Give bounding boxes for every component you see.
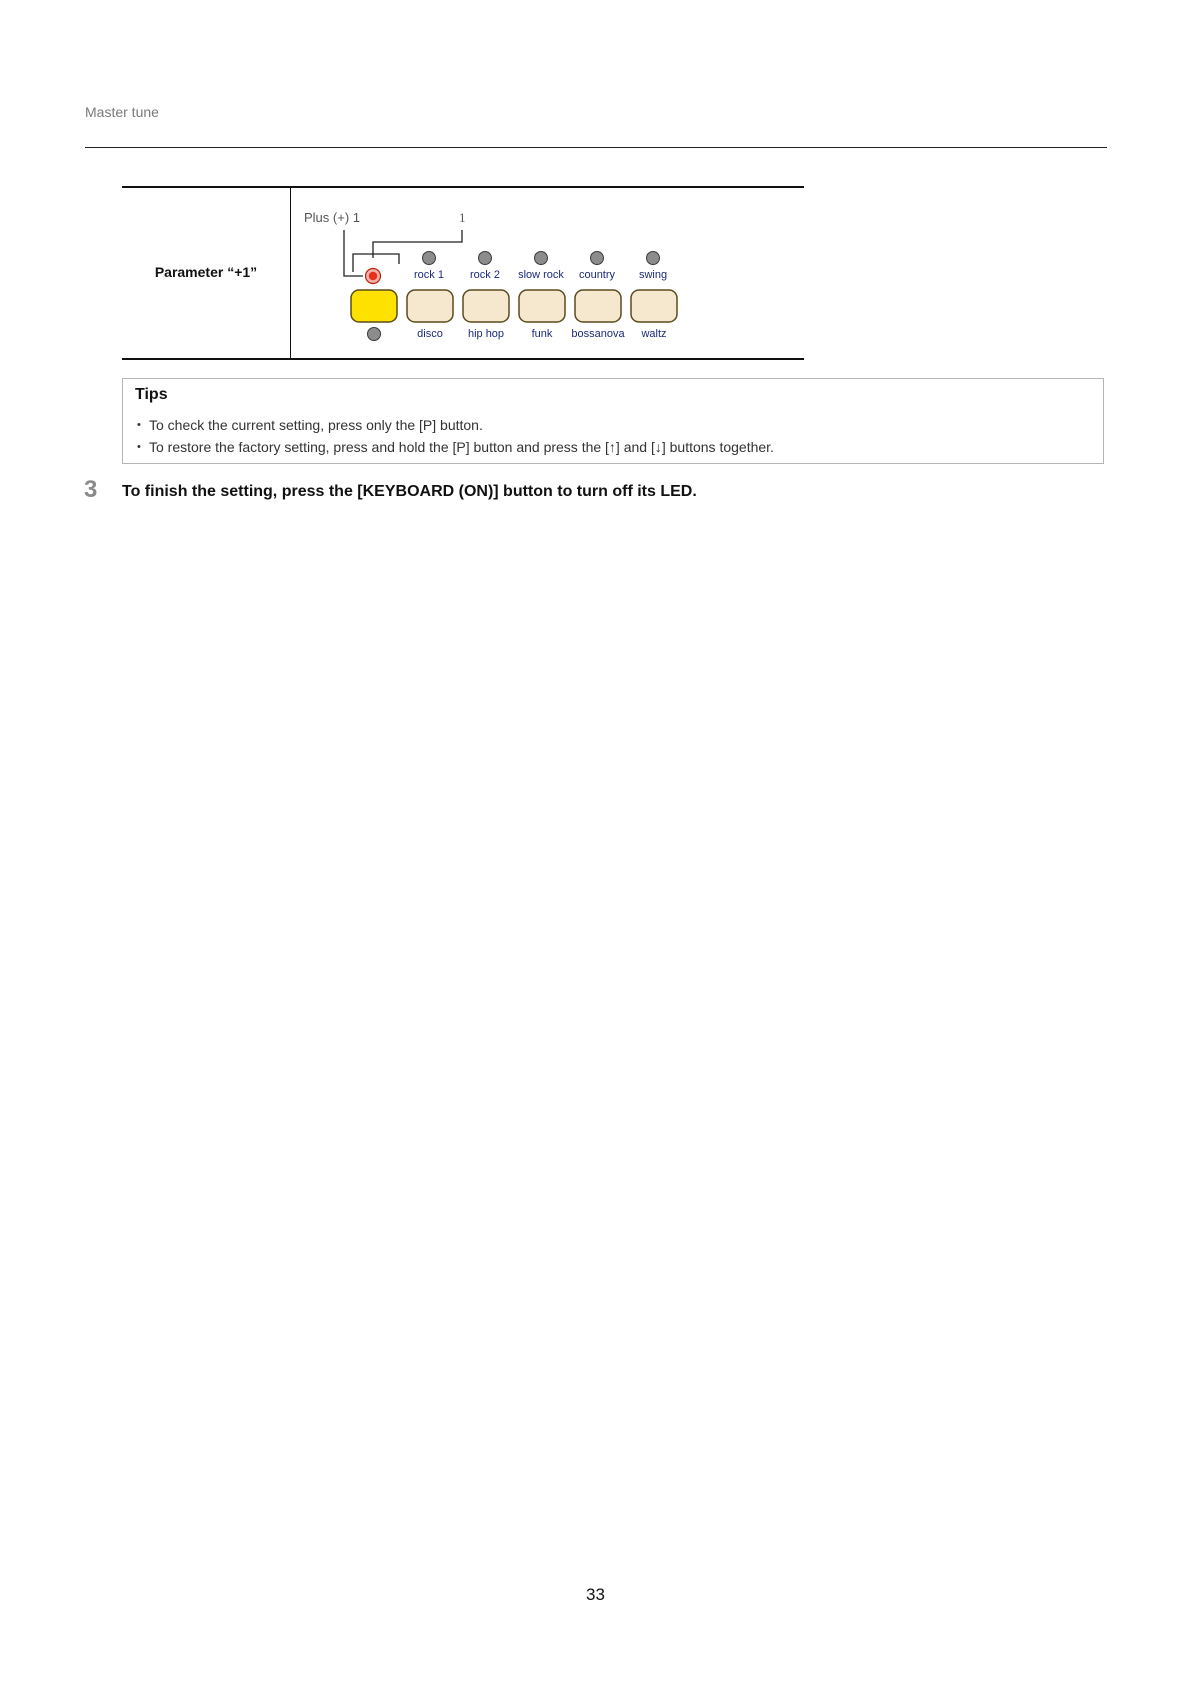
- led-rock2-icon: [479, 252, 492, 265]
- parameter-label: Parameter “+1”: [154, 264, 258, 280]
- parameter-label-cell: [122, 188, 291, 358]
- label-slow-rock: slow rock: [518, 269, 564, 281]
- page-number: 33: [586, 1585, 605, 1604]
- swing-waltz-button[interactable]: [631, 290, 677, 322]
- step-number: 3: [84, 476, 98, 503]
- tips-list: [137, 415, 774, 459]
- button-panel-diagram: [292, 188, 804, 358]
- led-country-icon: [591, 252, 604, 265]
- led-rock1-icon: [423, 252, 436, 265]
- led-slow-rock-icon: [535, 252, 548, 265]
- slowrock-funk-button[interactable]: [519, 290, 565, 322]
- label-hip-hop: hip hop: [467, 328, 505, 340]
- tips-item: • To check the current setting, press only the [P] button.: [137, 415, 774, 437]
- active-led-icon: [366, 269, 381, 284]
- step-text: To finish the setting, press the [KEYBOARD (ON)] button to turn off its LED.: [122, 483, 697, 500]
- label-rock1: rock 1: [414, 269, 444, 281]
- country-bossanova-button[interactable]: [575, 290, 621, 322]
- leader-lines: [344, 230, 462, 276]
- label-disco: disco: [417, 328, 443, 340]
- step-3: [84, 476, 984, 506]
- label-funk: funk: [531, 328, 553, 340]
- running-head: Master tune: [85, 104, 159, 120]
- header-rule: [85, 147, 1107, 148]
- label-waltz: waltz: [641, 328, 667, 340]
- annotation-one: 1: [459, 210, 466, 225]
- label-country: country: [578, 269, 616, 281]
- label-swing: swing: [638, 269, 668, 281]
- rock1-disco-button[interactable]: [407, 290, 453, 322]
- label-rock2: rock 2: [470, 269, 500, 281]
- led-swing-icon: [647, 252, 660, 265]
- annotation-plus-one: Plus (+) 1: [304, 210, 360, 225]
- rock2-hiphop-button[interactable]: [463, 290, 509, 322]
- label-bossanova: bossanova: [571, 328, 625, 340]
- active-yellow-button[interactable]: [351, 290, 397, 322]
- tips-title: Tips: [135, 386, 168, 403]
- tips-item: • To restore the factory setting, press and hold the [P] button and press the [↑] and [↓] buttons together.: [137, 437, 774, 459]
- parameter-table: [122, 186, 804, 360]
- tips-box: [122, 378, 1104, 464]
- led-bottom-icon: [368, 328, 381, 341]
